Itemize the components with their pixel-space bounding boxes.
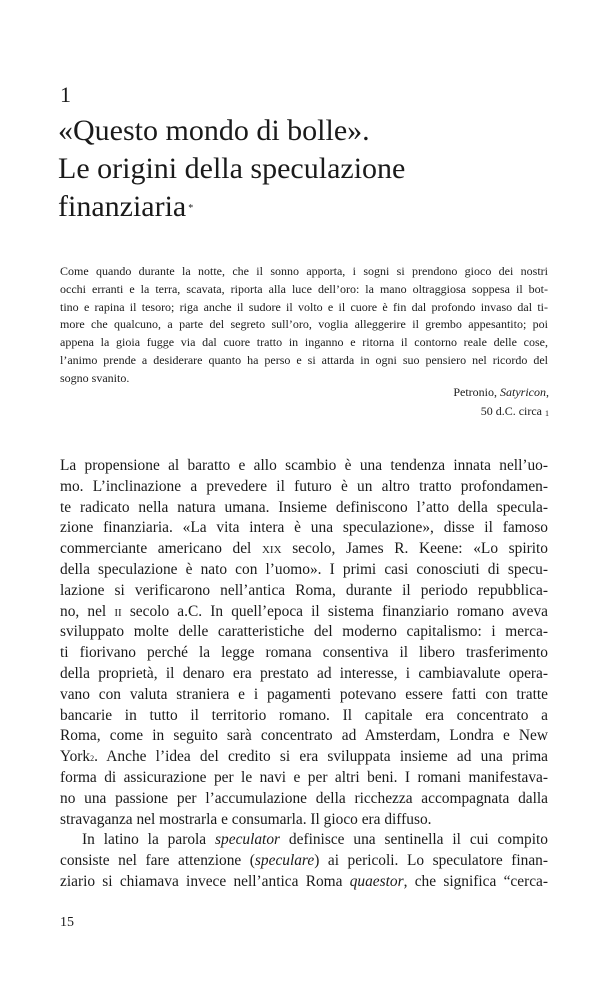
body-line: forma di assicurazione per le navi e per altri beni. I romani manifestava- — [60, 768, 548, 786]
body-line: no una passione per l’accumulazione della ricchezza accompagnata dalla — [60, 789, 548, 807]
attribution-work: Satyricon — [500, 385, 546, 399]
epigraph-line: appena la gioia fugge via dal cuore tratto in inganno e ritorna il contorno reale delle cose, — [60, 335, 548, 350]
attribution-date-row — [300, 402, 549, 421]
chapter-title — [58, 112, 558, 226]
page-number: 15 — [60, 915, 74, 930]
body-line — [60, 747, 548, 768]
italic-term: speculare — [254, 852, 315, 870]
body-span: ) ai pericoli. Lo speculatore finan- — [314, 852, 549, 870]
chapter-title-line-3-text: finanziaria — [58, 190, 187, 223]
epigraph — [60, 263, 548, 388]
body-line — [60, 872, 548, 893]
body-span: . Anche l’idea del credito si era sviluppata insieme ad una prima — [94, 748, 548, 766]
footnote-ref[interactable]: 2 — [90, 754, 95, 764]
body-span: secolo, James R. Keene: «Lo spirito — [281, 540, 548, 558]
body-line: stravaganza nel mostrarla e consumarla. Il gioco era diffuso. — [60, 810, 432, 828]
body-span: ziario si chiamava invece nell’antica Roma — [60, 872, 350, 890]
body-span: commerciante americano del — [60, 540, 262, 558]
epigraph-line: Come quando durante la notte, che il sonno apporta, i sogni si prendono gioco dei nostri — [60, 264, 548, 278]
body-line: bancarie in tutto il territorio romano. Il capitale era concentrato a — [60, 706, 548, 724]
chapter-title-line-2: Le origini della speculazione — [58, 152, 406, 185]
body-span: In latino la parola — [82, 831, 216, 849]
body-span: definisce una sentinella il cui compito — [280, 831, 548, 849]
attribution-comma: , — [546, 385, 549, 399]
body-line: Roma, come in seguito sarà concentrato ad Amsterdam, Londra e New — [60, 727, 548, 745]
body-line: lazione si verificarono nell’antica Roma, durante il periodo repubblica- — [60, 581, 548, 599]
body-line: sviluppato molte delle caratteristiche del moderno capitalismo: i merca- — [60, 623, 548, 641]
body-line — [60, 851, 548, 872]
body-line: zione finanziaria. «La vita intera è una speculazione», disse il famoso — [60, 519, 548, 537]
epigraph-attribution — [300, 383, 549, 421]
body-line — [60, 539, 548, 560]
body-line — [60, 602, 548, 623]
attribution-author: Petronio, — [453, 385, 497, 399]
title-footnote-mark[interactable]: * — [188, 203, 194, 214]
body-span: no, nel — [60, 602, 115, 620]
body-span: York — [60, 748, 91, 766]
body-text — [60, 456, 548, 893]
attribution-source — [300, 383, 549, 402]
epigraph-line: l’animo prende a desiderare quanto ha perso e si attarda in ogni suo pensiero nel ricordo del — [60, 352, 548, 367]
epigraph-line: tino e rapina il tesoro; riga anche il sudore il volto e il cuore è fin dal profondo invaso dal ti- — [60, 299, 548, 314]
italic-term: quaestor — [349, 872, 404, 890]
attribution-date: 50 d.C. circa — [480, 404, 542, 418]
body-line: ti fiorivano perché la legge romana consentiva il libero trasferimento — [60, 644, 548, 662]
century-numeral: ii — [114, 602, 122, 620]
body-line: La propensione al baratto e allo scambio è una tendenza innata nell’uo- — [60, 457, 548, 474]
epigraph-line: occhi erranti e la terra, scavata, riporta alla luce dell’oro: la mano oltraggiosa soppesa il bot- — [60, 281, 548, 296]
epigraph-line: sogno svanito. — [60, 370, 130, 385]
chapter-title-line-3 — [58, 188, 558, 226]
body-line: te radicato nella natura umana. Insieme definiscono l’atto della specula- — [60, 498, 548, 516]
body-line: mo. L’inclinazione a prevedere il futuro è un altro tratto profondamen- — [60, 477, 548, 495]
body-line: della proprietà, il denaro era prestato ad interesse, i cambiavalute opera- — [60, 664, 548, 682]
body-line: della speculazione è nato con l’uomo». I primi casi conosciuti di specu- — [60, 560, 548, 578]
body-line: vano con valuta straniera e i pagamenti potevano essere fatti con tratte — [60, 685, 548, 703]
century-numeral: xix — [261, 540, 282, 558]
chapter-number: 1 — [60, 82, 71, 107]
epigraph-line: more che qualcuno, a parte del segreto sull’oro, voglia alleggerire il grembo appesantito; poi — [60, 317, 548, 332]
footnote-ref[interactable]: 1 — [545, 409, 549, 418]
body-span: , che significa “cerca- — [403, 872, 548, 890]
body-span: secolo a.C. In quell’epoca il sistema finanziario romano aveva — [121, 602, 548, 620]
body-line — [60, 830, 548, 851]
italic-term: speculator — [215, 831, 281, 849]
chapter-title-line-1: «Questo mondo di bolle». — [58, 114, 370, 147]
body-span: consiste nel fare attenzione ( — [60, 852, 255, 870]
